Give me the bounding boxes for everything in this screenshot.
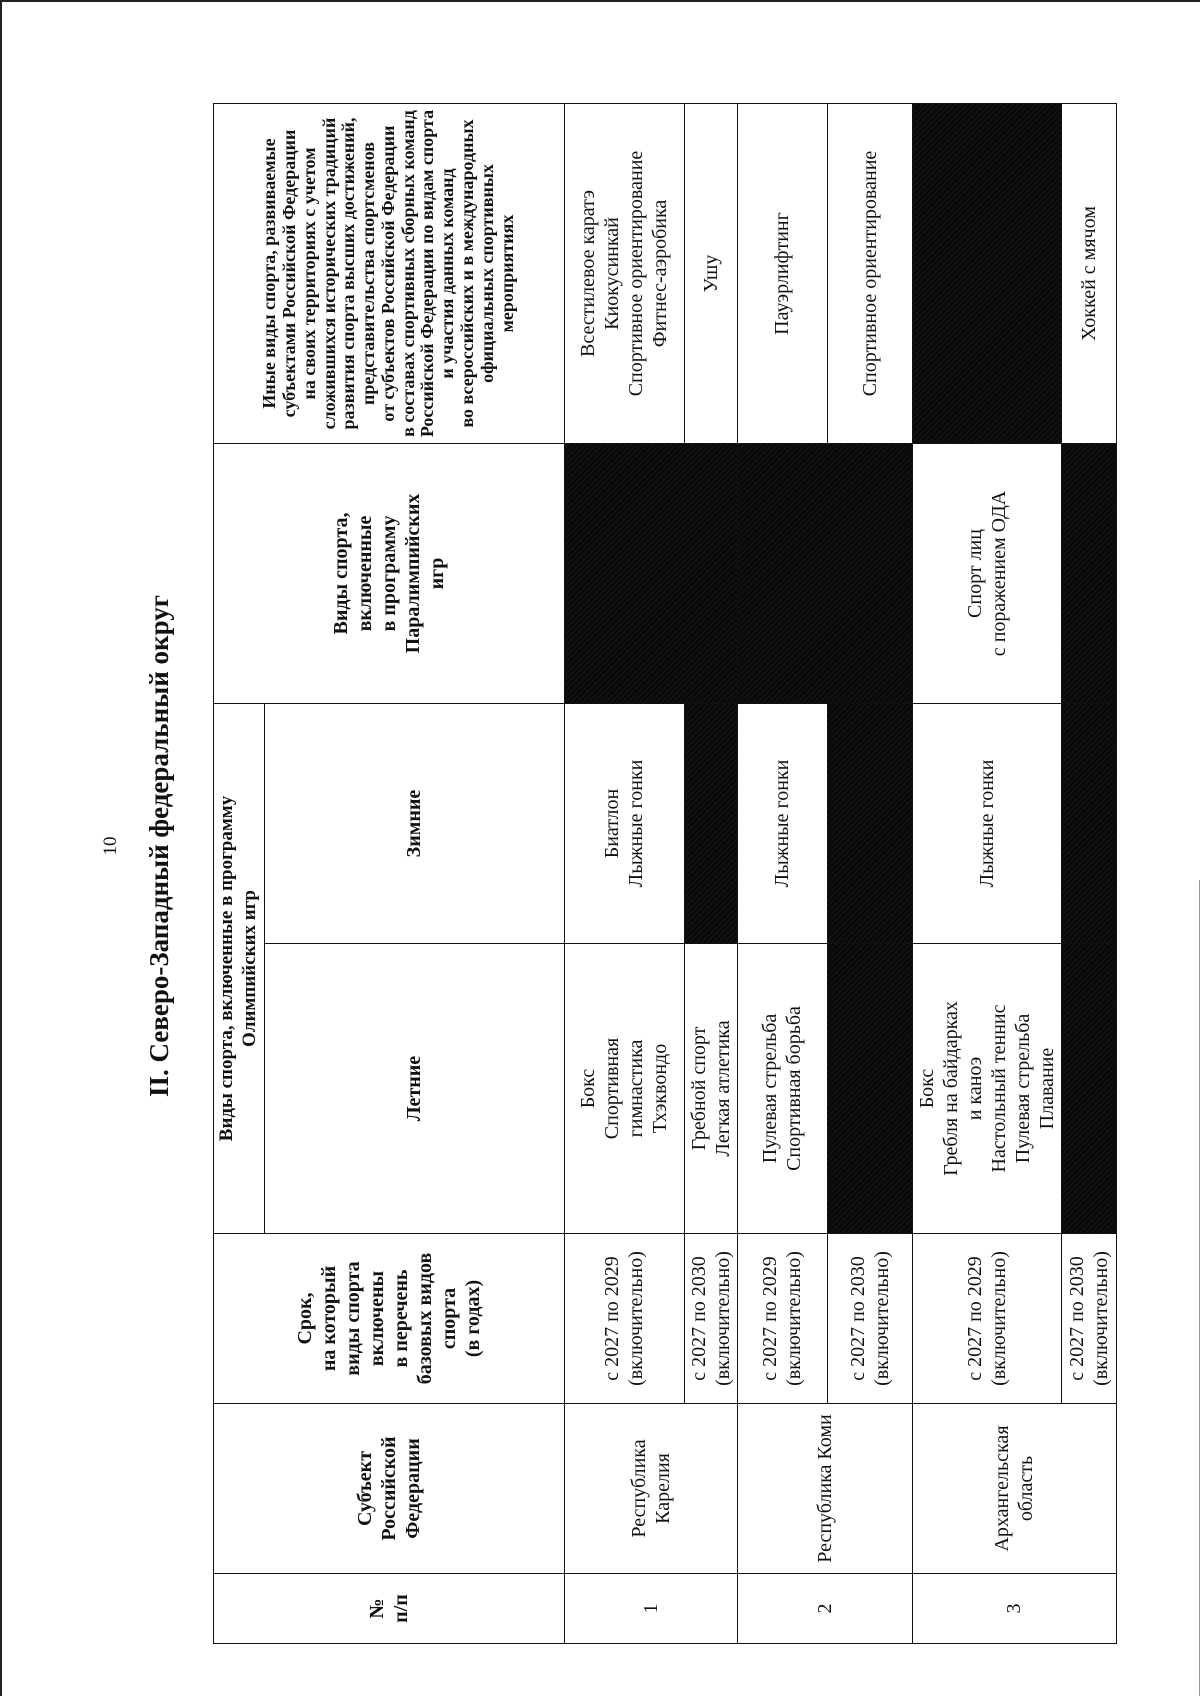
row3-winter: Лыжные гонки — [912, 704, 1061, 944]
row3-period-a: с 2027 по 2029 (включительно) — [912, 1234, 1061, 1404]
sports-table — [213, 103, 1117, 1644]
row3-summer-a: Бокс Гребля на байдарках и каноэ Настольный теннис Пулевая стрельба Плавание — [912, 944, 1061, 1234]
row1-winter-empty — [684, 704, 737, 944]
header-num: № п/п — [214, 1574, 565, 1644]
header-subject: Субъект Российской Федерации — [214, 1404, 565, 1574]
header-winter: Зимние — [264, 704, 564, 944]
row1-period-b: с 2027 по 2030 (включительно) — [684, 1234, 737, 1404]
row1-summer-b: Гребной спорт Легкая атлетика — [684, 944, 737, 1234]
row1-summer-a: Бокс Спортивная гимнастика Тхэквондо — [564, 944, 684, 1234]
row1-num: 1 — [564, 1574, 737, 1644]
row1-winter: Биатлон Лыжные гонки — [564, 704, 684, 944]
row3-other-empty — [912, 104, 1061, 444]
header-paralympic: Виды спорта, включенные в программу Паралимпийских игр — [214, 444, 565, 704]
row3-num: 3 — [912, 1574, 1116, 1644]
row2-winter-empty — [827, 704, 912, 944]
row1-period-a: с 2027 по 2029 (включительно) — [564, 1234, 684, 1404]
row2-period-b: с 2027 по 2030 (включительно) — [827, 1234, 912, 1404]
row1-paralympic-empty — [564, 444, 737, 704]
row3-subject: Архангельская область — [912, 1404, 1116, 1574]
row1-other-a: Всестилевое каратэ Киокусинкай Спортивное ориентирование Фитнес-аэробика — [564, 104, 684, 444]
row1-other-b: Ушу — [684, 104, 737, 444]
row2-summer-a: Пулевая стрельба Спортивная борьба — [737, 944, 827, 1234]
header-other: Иные виды спорта, развиваемые субъектами Российской Федерации на своих территориях с учетом сложившихся исторических традиций развития спорта высших достижений, представительства спортсменов от субъектов Российской Федерации в составах спортивных сборных команд Российской Федерации по видам спорта и участия данных команд во всероссийских и в международных официальных спортивных мероприятиях — [214, 104, 565, 444]
row2-other-b: Спортивное ориентирование — [827, 104, 912, 444]
row2-paralympic-empty — [737, 444, 912, 704]
section-heading: II. Северо-Западный федеральный округ — [144, 595, 174, 1098]
row3-paralympic-empty — [1061, 444, 1116, 704]
row3-paralympic: Спорт лиц с поражением ОДА — [912, 444, 1061, 704]
row1-subject: Республика Карелия — [564, 1404, 737, 1574]
row2-winter: Лыжные гонки — [737, 704, 827, 944]
row2-subject: Республика Коми — [737, 1404, 912, 1574]
row2-summer-empty — [827, 944, 912, 1234]
header-summer: Летние — [264, 944, 564, 1234]
row3-summer-empty — [1061, 944, 1116, 1234]
row3-other-b: Хоккей с мячом — [1061, 104, 1116, 444]
header-olympic: Виды спорта, включенные в программу Олимпийских игр — [214, 704, 265, 1234]
row2-period-a: с 2027 по 2029 (включительно) — [737, 1234, 827, 1404]
header-period: Срок, на который виды спорта включены в перечень базовых видов спорта (в годах) — [214, 1234, 565, 1404]
page-number: 10 — [100, 836, 121, 856]
row3-period-b: с 2027 по 2030 (включительно) — [1061, 1234, 1116, 1404]
row3-winter-empty — [1061, 704, 1116, 944]
row2-num: 2 — [737, 1574, 912, 1644]
row2-other-a: Пауэрлифтинг — [737, 104, 827, 444]
rotated-page — [88, 36, 1128, 1656]
